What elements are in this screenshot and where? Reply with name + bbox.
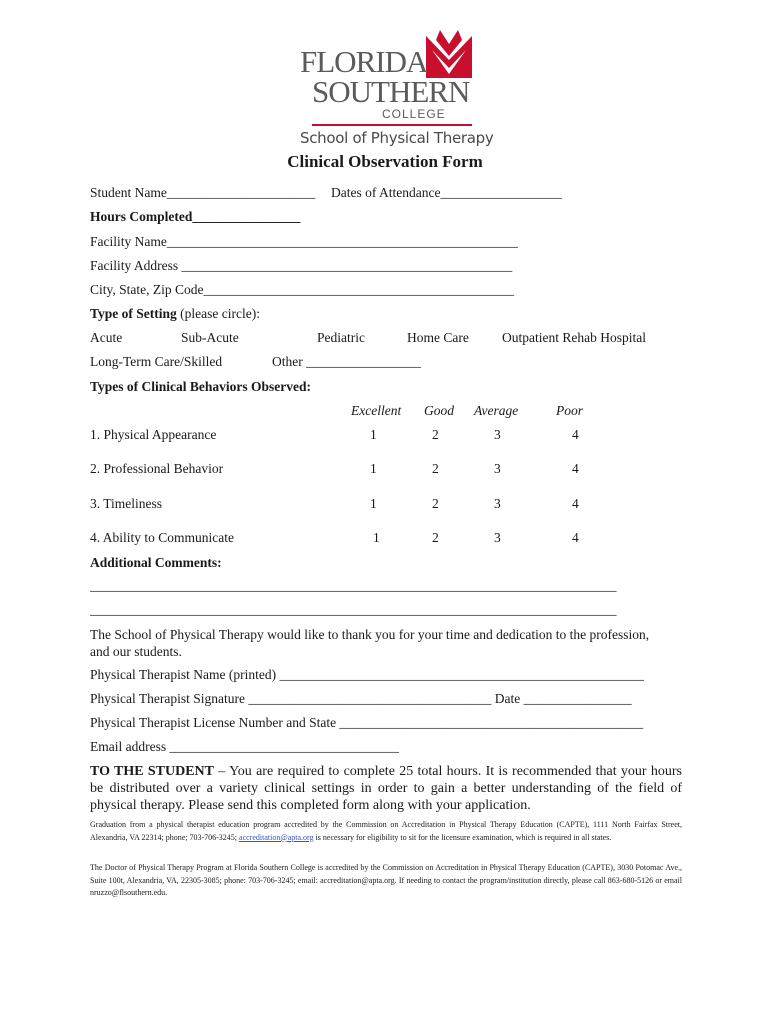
therapist-signature-field[interactable]: Physical Therapist Signature ____________________________________ Date ________________ — [90, 691, 632, 706]
rating-option[interactable]: 3 — [494, 530, 501, 545]
rating-option[interactable]: 2 — [432, 496, 439, 511]
setting-option-other[interactable]: Other _________________ — [272, 354, 421, 369]
logo-college-text: COLLEGE — [382, 107, 446, 121]
column-excellent: Excellent — [351, 403, 402, 418]
rating-option[interactable]: 3 — [494, 427, 501, 442]
behavior-row-label: 4. Ability to Communicate — [90, 530, 234, 545]
setting-option-home-care[interactable]: Home Care — [407, 330, 469, 345]
rating-option[interactable]: 4 — [572, 427, 579, 442]
logo-florida-text: FLORIDA — [300, 44, 428, 79]
column-poor: Poor — [556, 403, 583, 418]
rating-option[interactable]: 4 — [572, 530, 579, 545]
column-good: Good — [424, 403, 454, 418]
behavior-row-label: 1. Physical Appearance — [90, 427, 217, 442]
hours-completed-field[interactable]: Hours Completed________________ — [90, 209, 301, 224]
behaviors-heading: Types of Clinical Behaviors Observed: — [90, 379, 311, 394]
facility-name-field[interactable]: Facility Name____________________________________________________ — [90, 234, 518, 249]
setting-option-outpatient[interactable]: Outpatient Rehab Hospital — [502, 330, 646, 345]
behavior-row-label: 3. Timeliness — [90, 496, 163, 511]
rating-option[interactable]: 3 — [494, 461, 501, 476]
form-title: Clinical Observation Form — [287, 152, 483, 171]
facility-address-field[interactable]: Facility Address _________________________________________________ — [90, 258, 513, 273]
rating-option[interactable]: 4 — [572, 496, 579, 511]
student-note-body: – You are required to complete 25 total hours. It is recommended that your hours be distributed over a variety clinical settings in order to gain a better understanding of the field of physical therapy. Please send this completed form along with your application. — [90, 764, 682, 813]
logo-southern-text: SOUTHERN — [312, 74, 470, 109]
setting-option-long-term[interactable]: Long-Term Care/Skilled — [90, 354, 223, 369]
comments-line-2[interactable]: ______________________________________________________________________________ — [90, 602, 617, 617]
rating-option[interactable]: 3 — [494, 496, 501, 511]
rating-option[interactable]: 1 — [370, 461, 377, 476]
rating-option[interactable]: 4 — [572, 461, 579, 476]
column-average: Average — [474, 403, 519, 418]
setting-option-pediatric[interactable]: Pediatric — [317, 330, 365, 345]
setting-label: Type of Setting — [90, 306, 177, 321]
setting-option-sub-acute[interactable]: Sub-Acute — [181, 330, 239, 345]
logo-divider — [312, 124, 472, 126]
behavior-row-label: 2. Professional Behavior — [90, 461, 224, 476]
dates-of-attendance-field[interactable]: Dates of Attendance__________________ — [331, 185, 562, 200]
therapist-license-field[interactable]: Physical Therapist License Number and State _____________________________________________ — [90, 715, 644, 730]
rating-option[interactable]: 1 — [370, 496, 377, 511]
rating-option[interactable]: 2 — [432, 427, 439, 442]
rating-option[interactable]: 1 — [373, 530, 380, 545]
comments-heading: Additional Comments: — [90, 555, 222, 570]
program-accreditation-note: The Doctor of Physical Therapy Program at Florida Southern College is accredited by the Commission on Accreditation in Physical Therapy Education (CAPTE), 3030 Potomac Ave., Suite 100t, Alexandria, VA, 22305-3085; phone: 703-706-3245; email: accreditation@apta.org. If needing to contact the program/institution directly, please call 863-680-5126 or email nruzzo@flsouthern.edu. — [90, 863, 682, 897]
city-state-zip-field[interactable]: City, State, Zip Code______________________________________________ — [90, 282, 514, 297]
logo-school-text: School of Physical Therapy — [300, 129, 494, 147]
accreditation-email-link[interactable]: accreditation@apta.org — [239, 832, 314, 842]
student-note — [90, 763, 682, 814]
setting-option-acute[interactable]: Acute — [90, 330, 123, 345]
comments-line-1[interactable]: ______________________________________________________________________________ — [90, 578, 617, 593]
therapist-email-field[interactable]: Email address __________________________________ — [90, 739, 399, 754]
setting-label-line — [90, 306, 260, 322]
accreditation-note-text: Graduation from a physical therapist education program accredited by the Commission on Accreditation in Physical Therapy Education (CAPTE), 1111 North Fairfax Street, Alexandria, VA 22314; phone; 703-706-3245; — [90, 820, 682, 842]
student-name-field[interactable]: Student Name______________________ — [90, 185, 316, 200]
rating-option[interactable]: 2 — [432, 461, 439, 476]
student-note-lead: TO THE STUDENT — [90, 764, 215, 779]
flame-logo-icon — [426, 30, 472, 78]
setting-hint: (please circle): — [180, 306, 260, 321]
college-logo — [300, 30, 494, 147]
thank-you-text: The School of Physical Therapy would like to thank you for your time and dedication to the profession, and our students. — [90, 627, 650, 659]
rating-option[interactable]: 1 — [370, 427, 377, 442]
therapist-name-field[interactable]: Physical Therapist Name (printed) ______________________________________________________ — [90, 667, 644, 682]
accreditation-note-tail: is necessary for eligibility to sit for the licensure examination, which is required in all states. — [313, 832, 612, 842]
accreditation-note — [90, 819, 682, 844]
rating-option[interactable]: 2 — [432, 530, 439, 545]
